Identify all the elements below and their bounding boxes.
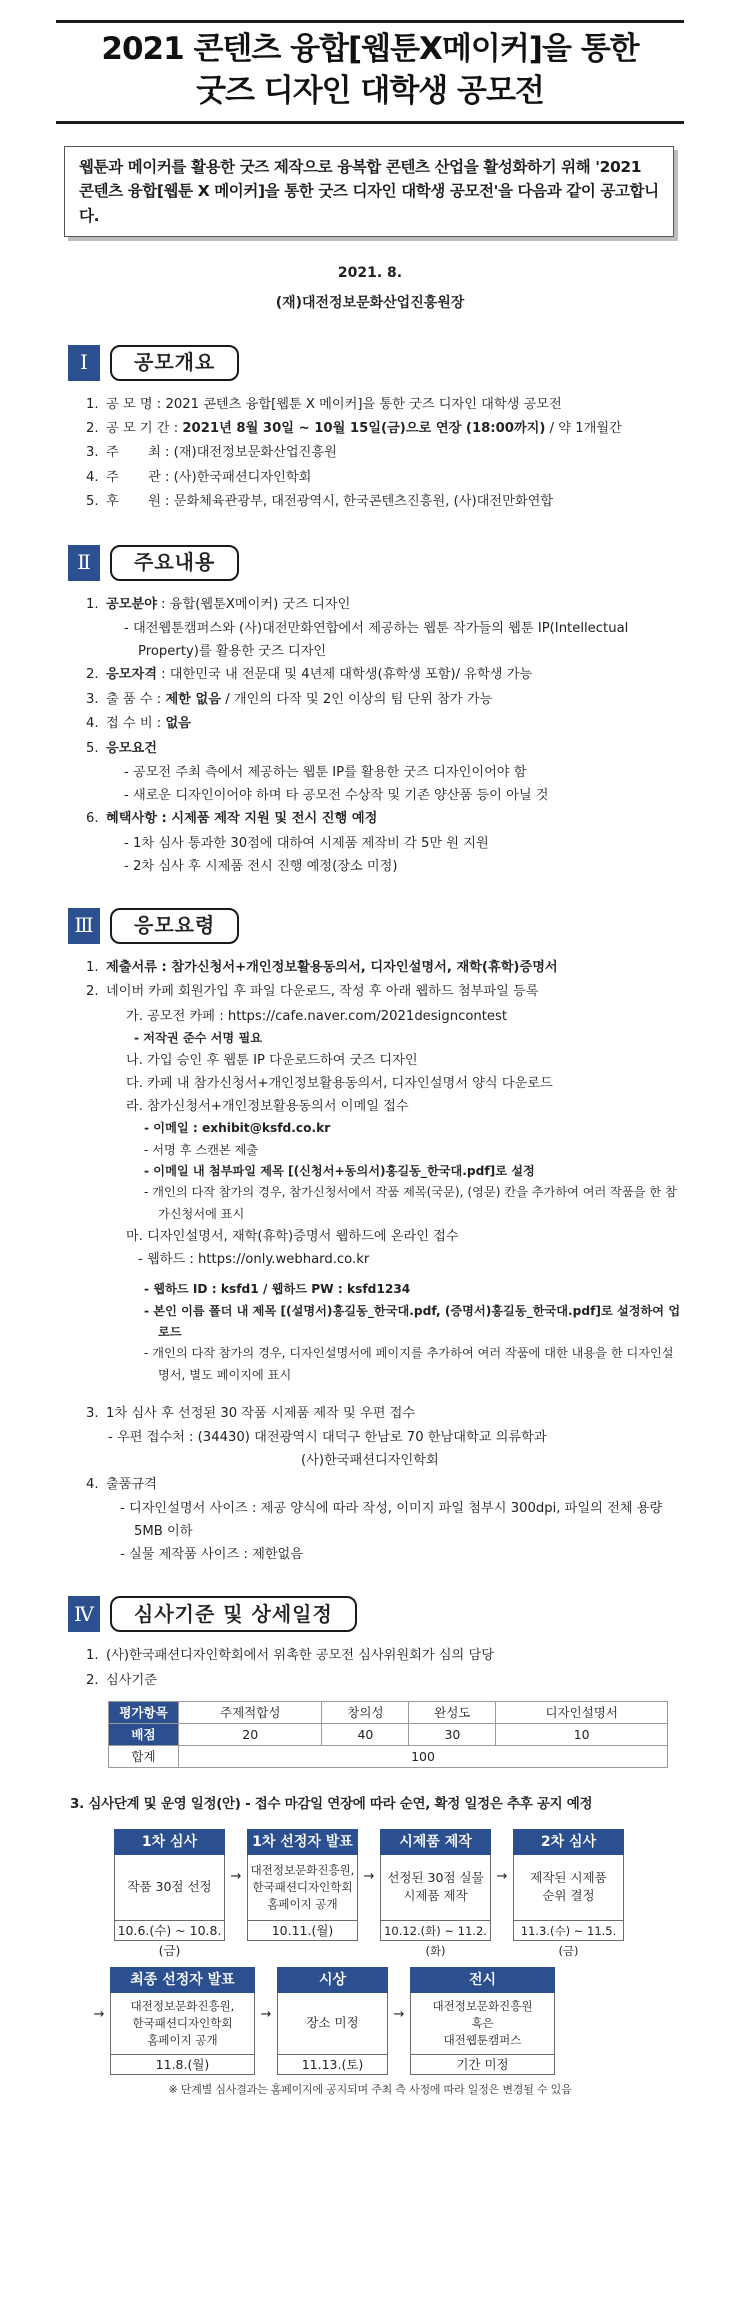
schedule-step: 전시 대전정보문화진흥원 혹은 대전웹툰캠퍼스 기간 미정 — [410, 1967, 555, 2075]
schedule-title: 3. 심사단계 및 운영 일정(안) - 접수 마감일 연장에 따라 순연, 확정 일정은 추후 공지 예정 — [70, 1796, 593, 1813]
guide-sub: - 실물 제작품 사이즈 : 제한없음 — [120, 1547, 304, 1563]
review-item: 2. 심사기준 — [86, 1672, 157, 1688]
announce-date: 2021. 8. — [337, 265, 403, 282]
table-row: 배점 20 40 30 10 — [109, 1724, 668, 1746]
content-sub: - 대전웹툰캠퍼스와 (사)대전만화연합에서 제공하는 웹툰 작가들의 웹툰 IP(Intellectual Property)를 활용한 굿즈 디자인 — [124, 621, 629, 660]
title-line-1: 2021 콘텐츠 융합[웹툰X메이커]을 통한 — [101, 31, 639, 67]
schedule-step: 시상 장소 미정 11.13.(토) — [277, 1967, 388, 2075]
schedule-flow-2 — [88, 1967, 684, 2075]
arrow-icon: → — [260, 2006, 272, 2022]
webhard-details: - 웹하드 ID : ksfd1 / 웹하드 PW : ksfd1234 - 본인 이름 폴더 내 제목 [(설명서)홍길동_한국대.pdf, (증명서)홍길동_한국대.pdf]로 설정하여 업로드 - 개인의 다작 참가의 경우, 디자인설명서에 페이지를 추가하여 여러 작품에 대한 내용을 한 디자인설명서, 별도 페이지에 표시 — [144, 1282, 681, 1382]
section-1-number: Ⅰ — [68, 345, 100, 381]
guide-sub: 가. 공모전 카페 : https://cafe.naver.com/2021designcontest — [126, 1008, 508, 1024]
section-3-number: Ⅲ — [68, 908, 100, 944]
content-item: 3. 출 품 수 : 제한 없음 / 개인의 다작 및 2인 이상의 팀 단위 참가 가능 — [86, 691, 493, 707]
review-item: 1. (사)한국패션디자인학회에서 위촉한 공모전 심사위원회가 심의 담당 — [86, 1648, 494, 1664]
guide-sub: - 디자인설명서 사이즈 : 제공 양식에 따라 작성, 이미지 파일 첨부시 300dpi, 파일의 전체 용량 5MB 이하 — [120, 1500, 663, 1540]
content-sub: - 2차 심사 후 시제품 전시 진행 예정(장소 미정) — [124, 858, 398, 874]
section-1-header — [68, 345, 684, 381]
arrow-icon: → — [496, 1868, 508, 1884]
section-4-number: Ⅳ — [68, 1596, 100, 1632]
email-details: - 이메일 : exhibit@ksfd.co.kr - 서명 후 스캔본 제출 - 이메일 내 첨부파일 제목 [(신청서+동의서)홍길동_한국대.pdf]로 설정 - 개인의 다작 참가의 경우, 참가신청서에서 작품 제목(국문), (영문) 칸을 추가하여 여러 작품을 한 참가신청서에 표시 — [144, 1121, 677, 1221]
overview-item: 1. 공 모 명 : 2021 콘텐츠 융합[웹툰 X 메이커]을 통한 굿즈 디자인 대학생 공모전 — [86, 396, 562, 412]
guide-item: 4. 출품규격 — [86, 1476, 157, 1492]
guide-item: 2. 네이버 카페 회원가입 후 파일 다운로드, 작성 후 아래 웹하드 첨부파일 등록 — [86, 984, 539, 1000]
section-1-title: 공모개요 — [110, 345, 239, 381]
content-item: 2. 응모자격 : 대한민국 내 전문대 및 4년제 대학생(휴학생 포함)/ 유학생 가능 — [86, 667, 533, 683]
section-3-header — [68, 908, 684, 944]
title-block — [56, 20, 684, 124]
arrow-icon: → — [393, 2006, 405, 2022]
section-2-body — [86, 593, 684, 878]
guide-sub: 나. 가입 승인 후 웹툰 IP 다운로드하여 굿즈 디자인 — [126, 1053, 418, 1068]
guide-sub: 다. 카페 내 참가신청서+개인정보활용동의서, 디자인설명서 양식 다운로드 — [126, 1076, 553, 1092]
guide-item: 1. 제출서류 : 참가신청서+개인정보활용동의서, 디자인설명서, 재학(휴학)증명서 — [86, 959, 558, 975]
table-row: 평가항목 주제적합성 창의성 완성도 디자인설명서 — [109, 1702, 668, 1724]
content-item: 5. 응모요건 — [86, 740, 157, 756]
schedule-step: 1차 선정자 발표 대전정보문화진흥원, 한국패션디자인학회 홈페이지 공개 10.11.(월) — [247, 1829, 358, 1941]
overview-item: 3. 주 최 : (재)대전정보문화산업진흥원 — [86, 445, 337, 461]
content-item: 1. 공모분야 : 융합(웹툰X메이커) 굿즈 디자인 — [86, 596, 351, 612]
section-2-title: 주요내용 — [110, 545, 239, 581]
section-4-header — [68, 1596, 684, 1632]
schedule-step: 2차 심사 제작된 시제품 순위 결정 11.3.(수) ~ 11.5.(금) — [513, 1829, 624, 1941]
section-2-header — [68, 545, 684, 581]
overview-item: 2. 공 모 기 간 : 2021년 8월 30일 ~ 10월 15일(금)으로 연장 (18:00까지) / 약 1개월간 — [86, 420, 622, 436]
section-1-body — [86, 393, 684, 515]
content-sub: - 새로운 디자인이어야 하며 타 공모전 수상작 및 기존 양산품 등이 아닐 것 — [124, 788, 549, 804]
content-item: 4. 접 수 비 : 없음 — [86, 716, 191, 732]
title-line-2: 굿즈 디자인 대학생 공모전 — [196, 72, 544, 109]
section-3-title: 응모요령 — [110, 908, 239, 944]
intro-box: 웹툰과 메이커를 활용한 굿즈 제작으로 융복합 콘텐츠 산업을 활성화하기 위해 '2021 콘텐츠 융합[웹툰 X 메이커]을 통한 굿즈 디자인 대학생 공모전'을 다음과 같이 공고합니다. — [64, 146, 674, 237]
schedule-step: 1차 심사 작품 30점 선정 10.6.(수) ~ 10.8.(금) — [114, 1829, 225, 1941]
guide-sub: - 웹하드 : https://only.webhard.co.kr — [138, 1252, 370, 1268]
overview-item: 4. 주 관 : (사)한국패션디자인학회 — [86, 469, 312, 485]
section-2-number: Ⅱ — [68, 545, 100, 581]
guide-sub: (사)한국패션디자인학회 — [301, 1453, 439, 1469]
arrow-icon: → — [93, 2006, 105, 2022]
section-3-body — [86, 956, 684, 1567]
schedule-flow-1 — [114, 1829, 684, 1958]
arrow-icon: → — [363, 1868, 375, 1884]
content-sub: - 공모전 주최 측에서 제공하는 웹툰 IP를 활용한 굿즈 디자인이어야 함 — [124, 764, 527, 780]
schedule-step: 시제품 제작 선정된 30점 실물 시제품 제작 10.12.(화) ~ 11.2.(화) — [380, 1829, 491, 1941]
criteria-table — [108, 1701, 668, 1768]
guide-item: 3. 1차 심사 후 선정된 30 작품 시제품 제작 및 우편 접수 — [86, 1405, 416, 1421]
content-sub: - 1차 심사 통과한 30점에 대하여 시제품 제작비 각 5만 원 지원 — [124, 835, 489, 851]
table-row: 합계 100 — [109, 1746, 668, 1768]
arrow-icon: → — [230, 1868, 242, 1884]
section-4-title: 심사기준 및 상세일정 — [110, 1596, 357, 1632]
content-item: 6. 혜택사항 : 시제품 제작 지원 및 전시 진행 예정 — [86, 811, 378, 827]
schedule-step: 최종 선정자 발표 대전정보문화진흥원, 한국패션디자인학회 홈페이지 공개 11.8.(월) — [110, 1967, 255, 2075]
issuer: (재)대전정보문화산업진흥원장 — [275, 294, 465, 311]
overview-item: 5. 후 원 : 문화체육관광부, 대전광역시, 한국콘텐츠진흥원, (사)대전만화연합 — [86, 494, 554, 510]
guide-sub: 마. 디자인설명서, 재학(휴학)증명서 웹하드에 온라인 접수 — [126, 1229, 459, 1244]
guide-sub: 라. 참가신청서+개인정보활용동의서 이메일 접수 — [126, 1099, 409, 1115]
guide-sub: - 저작권 준수 서명 필요 — [134, 1030, 262, 1045]
section-4-body — [86, 1644, 684, 1768]
schedule-footnote: ※ 단계별 심사결과는 홈페이지에 공지되며 주최 측 사정에 따라 일정은 변경될 수 있음 — [168, 2082, 572, 2096]
guide-sub: - 우편 접수처 : (34430) 대전광역시 대덕구 한남로 70 한남대학교 의류학과 — [108, 1430, 547, 1446]
